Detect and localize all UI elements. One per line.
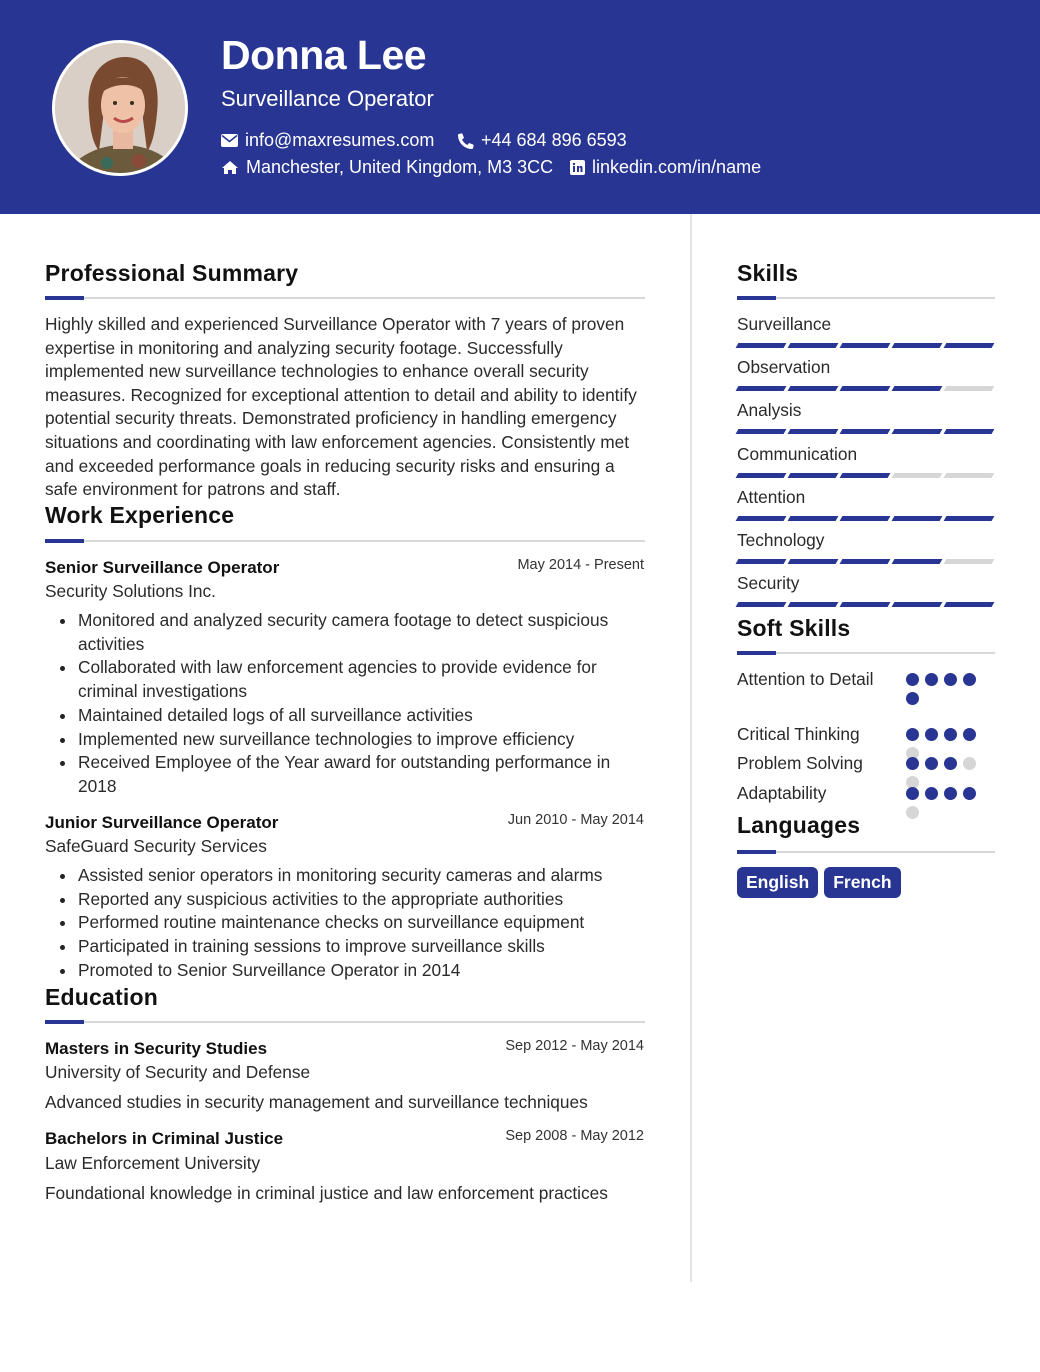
summary-accent <box>45 296 84 300</box>
portrait-image <box>55 43 188 176</box>
soft-skill-dot <box>944 787 957 800</box>
contact-email[interactable] <box>221 130 434 151</box>
skill-level-segment <box>892 386 943 391</box>
job-company: Security Solutions Inc. <box>45 581 216 601</box>
skill-level-segment <box>736 343 787 348</box>
contact-location <box>221 157 553 178</box>
soft-skill-dot <box>925 757 938 770</box>
avatar <box>52 40 188 176</box>
degree-description: Advanced studies in security management and surveillance techniques <box>45 1092 588 1112</box>
list-item: Performed routine maintenance checks on surveillance equipment <box>78 911 648 935</box>
skill-level-segment <box>944 386 995 391</box>
soft-skill-name: Critical Thinking <box>737 724 860 744</box>
skill-level-bar <box>737 602 993 607</box>
degree-dates: Sep 2008 - May 2012 <box>505 1128 644 1144</box>
soft-skill-dot <box>906 787 919 800</box>
skill-level-bar <box>737 429 993 434</box>
skill-level-bar <box>737 559 993 564</box>
column-divider <box>690 214 692 1282</box>
soft-skill-dot <box>925 728 938 741</box>
degree-title: Bachelors in Criminal Justice <box>45 1129 284 1148</box>
skill-level-segment <box>840 343 891 348</box>
soft-skill-dots <box>906 728 980 760</box>
skill-level-segment <box>736 559 787 564</box>
job-bullets <box>78 864 648 983</box>
location-text: Manchester, United Kingdom, M3 3CC <box>246 157 554 177</box>
list-item: Received Employee of the Year award for outstanding performance in 2018 <box>78 751 648 798</box>
soft-skill-dot <box>925 787 938 800</box>
soft-skill-dots <box>906 673 980 705</box>
soft-skill-dots <box>906 757 980 789</box>
list-item: Assisted senior operators in monitoring security cameras and alarms <box>78 864 648 888</box>
job-dates: Jun 2010 - May 2014 <box>507 812 644 828</box>
skill-level-bar <box>737 516 993 521</box>
list-item: Monitored and analyzed security camera footage to detect suspicious activities <box>78 609 648 656</box>
home-icon <box>221 160 239 175</box>
language-tag: English <box>737 867 818 898</box>
soft-skill-dot <box>944 728 957 741</box>
soft-skill-name: Attention to Detail <box>737 669 874 689</box>
skill-level-segment <box>788 559 839 564</box>
candidate-name: Donna Lee <box>221 32 427 78</box>
skill-level-bar <box>737 386 993 391</box>
skill-level-segment <box>944 602 995 607</box>
skills-heading: Skills <box>737 260 799 286</box>
skill-level-segment <box>788 343 839 348</box>
soft-skills-accent <box>737 651 776 655</box>
summary-rule <box>45 297 645 299</box>
degree-title: Masters in Security Studies <box>45 1039 268 1058</box>
list-item: Maintained detailed logs of all surveillance activities <box>78 704 648 728</box>
list-item: Reported any suspicious activities to the appropriate authorities <box>78 888 648 912</box>
skill-level-segment <box>892 429 943 434</box>
job-company: SafeGuard Security Services <box>45 836 267 856</box>
phone-icon <box>458 133 474 149</box>
skill-name: Observation <box>737 357 831 378</box>
list-item: Collaborated with law enforcement agencies to provide evidence for criminal investigations <box>78 656 648 703</box>
skill-level-segment <box>892 602 943 607</box>
soft-skill-dot <box>963 757 976 770</box>
linkedin-text: linkedin.com/in/name <box>592 157 762 177</box>
skill-level-segment <box>944 559 995 564</box>
skill-level-segment <box>736 429 787 434</box>
experience-rule <box>45 540 645 542</box>
skill-level-segment <box>788 473 839 478</box>
education-rule <box>45 1021 645 1023</box>
experience-accent <box>45 539 84 543</box>
job-title: Senior Surveillance Operator <box>45 558 280 577</box>
experience-heading: Work Experience <box>45 502 235 528</box>
skill-level-segment <box>736 602 787 607</box>
skill-level-segment <box>944 516 995 521</box>
skill-level-segment <box>892 559 943 564</box>
contact-phone[interactable] <box>458 130 627 151</box>
linkedin-icon <box>570 160 585 175</box>
skill-level-segment <box>840 516 891 521</box>
language-tag: French <box>824 867 900 898</box>
language-tags <box>737 867 901 898</box>
soft-skill-dots <box>906 787 980 819</box>
skill-level-segment <box>840 602 891 607</box>
summary-text: Highly skilled and experienced Surveillance Operator with 7 years of proven expertise in monitoring and analyzing security footage. Successfully implemented new surveillance technologies to enhance overall security measures. Recognized for exceptional attention to detail and ability to identify potential security threats. Demonstrated proficiency in handling emergency situations and coordinating with law enforcement agencies. Consistently met and exceeded performance goals in reducing security risks and ensuring a safe environment for patrons and staff. <box>45 314 637 500</box>
soft-skill-dot <box>963 728 976 741</box>
job-dates: May 2014 - Present <box>517 557 644 573</box>
skill-name: Technology <box>737 530 825 550</box>
soft-skill-dot <box>963 787 976 800</box>
skill-level-segment <box>788 602 839 607</box>
soft-skill-dot <box>906 692 919 705</box>
soft-skill-dot <box>925 673 938 686</box>
skill-level-segment <box>736 386 787 391</box>
languages-heading: Languages <box>737 812 861 838</box>
summary-heading: Professional Summary <box>45 260 299 286</box>
list-item: Participated in training sessions to improve surveillance skills <box>78 935 648 959</box>
skill-level-segment <box>892 473 943 478</box>
list-item: Promoted to Senior Surveillance Operator in 2014 <box>78 959 648 983</box>
school-name: Law Enforcement University <box>45 1153 261 1173</box>
resume-header <box>0 0 1040 214</box>
school-name: University of Security and Defense <box>45 1062 311 1082</box>
skill-level-bar <box>737 473 993 478</box>
education-accent <box>45 1020 84 1024</box>
soft-skill-dot <box>944 673 957 686</box>
soft-skill-dot <box>906 673 919 686</box>
skill-level-segment <box>840 429 891 434</box>
skill-name: Security <box>737 573 800 594</box>
contact-linkedin[interactable] <box>570 157 761 178</box>
skill-level-segment <box>788 516 839 521</box>
skill-level-segment <box>840 386 891 391</box>
job-bullets <box>78 609 648 799</box>
education-heading: Education <box>45 984 158 1010</box>
skill-level-segment <box>840 473 891 478</box>
skill-level-segment <box>788 386 839 391</box>
skill-level-segment <box>892 516 943 521</box>
skill-level-segment <box>788 429 839 434</box>
skill-level-segment <box>736 516 787 521</box>
degree-description: Foundational knowledge in criminal justice and law enforcement practices <box>45 1183 608 1203</box>
soft-skill-dot <box>906 757 919 770</box>
skill-name: Surveillance <box>737 314 832 334</box>
candidate-title: Surveillance Operator <box>221 86 434 111</box>
skill-level-bar <box>737 343 993 348</box>
skill-level-segment <box>944 429 995 434</box>
skill-name: Communication <box>737 443 858 464</box>
skills-accent <box>737 296 776 300</box>
soft-skill-name: Problem Solving <box>737 753 863 773</box>
soft-skill-name: Adaptability <box>737 783 827 803</box>
job-title: Junior Surveillance Operator <box>45 813 279 832</box>
soft-skill-dot <box>944 757 957 770</box>
skill-name: Analysis <box>737 400 802 421</box>
skill-level-segment <box>736 473 787 478</box>
soft-skill-dot <box>906 728 919 741</box>
degree-dates: Sep 2012 - May 2014 <box>505 1038 644 1054</box>
list-item: Implemented new surveillance technologies to improve efficiency <box>78 728 648 752</box>
email-text: info@maxresumes.com <box>245 130 435 150</box>
phone-text: +44 684 896 6593 <box>481 130 627 150</box>
skill-level-segment <box>892 343 943 348</box>
soft-skill-dot <box>906 806 919 819</box>
skill-level-segment <box>944 473 995 478</box>
languages-accent <box>737 850 776 854</box>
envelope-icon <box>221 134 238 147</box>
skill-level-segment <box>944 343 995 348</box>
soft-skills-heading: Soft Skills <box>737 615 851 641</box>
skill-name: Attention <box>737 486 806 507</box>
soft-skill-dot <box>963 673 976 686</box>
skill-level-segment <box>840 559 891 564</box>
